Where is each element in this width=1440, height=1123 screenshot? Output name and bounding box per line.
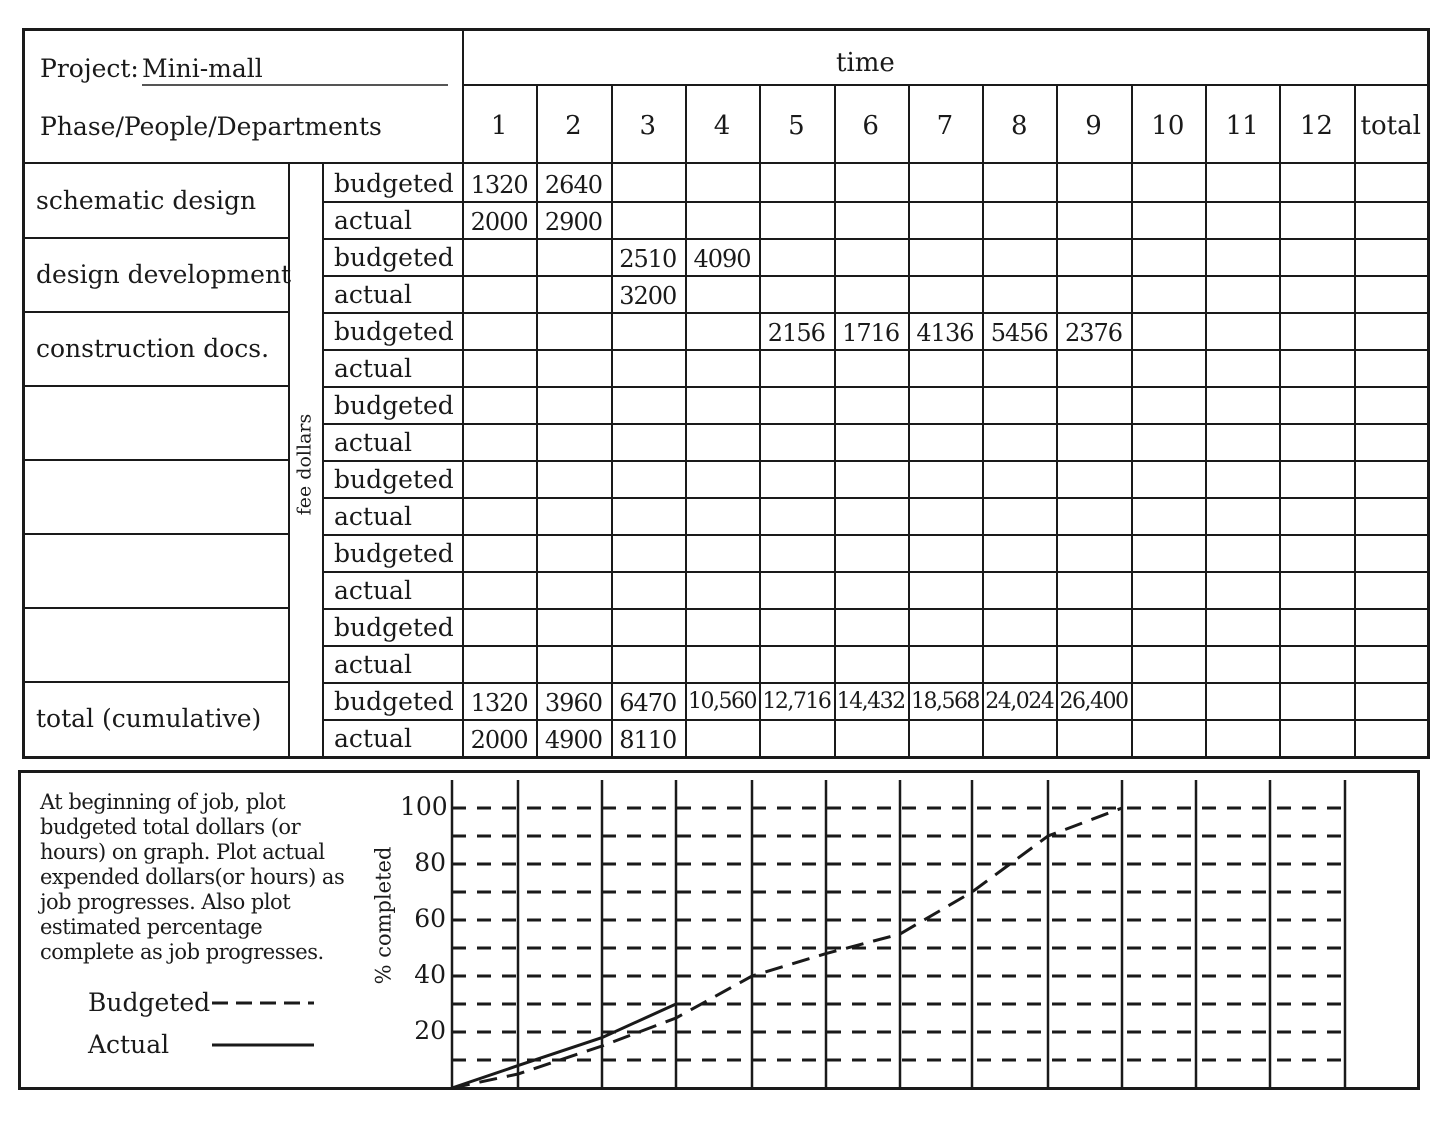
column-header-2: 2 (565, 111, 582, 141)
column-header-4: 4 (713, 111, 731, 141)
cell-value: 14,432 (836, 689, 905, 714)
column-header-12: 12 (1299, 111, 1333, 141)
cell-value: 4136 (916, 319, 974, 347)
cell-value: 12,716 (762, 689, 831, 714)
column-header-8: 8 (1010, 111, 1028, 141)
row-label-budgeted: budgeted (334, 317, 454, 346)
time-header: time (836, 48, 895, 78)
row-label-actual: actual (334, 428, 412, 457)
legend-actual-label: Actual (88, 1030, 170, 1059)
y-tick-label: 20 (414, 1016, 446, 1045)
phase-label[interactable]: design development (36, 260, 292, 289)
cell-value: 4900 (544, 726, 602, 754)
row-label-actual: actual (334, 354, 412, 383)
row-label-actual: actual (334, 650, 412, 679)
y-tick-label: 60 (414, 904, 446, 933)
column-header-10: 10 (1151, 111, 1185, 141)
row-label-budgeted: budgeted (334, 243, 454, 272)
cell-value: 6470 (619, 689, 677, 717)
column-header-5: 5 (788, 111, 805, 141)
project-label: Project: (40, 54, 139, 83)
column-header-total: total (1360, 111, 1421, 141)
column-header-9: 9 (1085, 111, 1102, 141)
cell-value: 1320 (470, 689, 528, 717)
cell-value: 26,400 (1059, 689, 1128, 714)
cell-value: 3960 (544, 689, 602, 717)
row-label-actual: actual (334, 206, 412, 235)
cell-value: 24,024 (985, 689, 1054, 714)
cell-value: 1716 (842, 319, 900, 347)
cell-value: 4090 (693, 245, 751, 273)
project-name: Mini-mall (142, 54, 263, 83)
phase-people-departments-header: Phase/People/Departments (40, 112, 382, 141)
cell-value: 5456 (990, 319, 1048, 347)
actual-series-line (452, 1004, 676, 1088)
column-header-3: 3 (639, 111, 657, 141)
instructions-text: At beginning of job, plot budgeted total dollars (or hours) on graph. Plot actual expended dollars(or hours) as job progresses. Also plot estimated percentage complete as job progresses. (40, 790, 345, 964)
column-header-6: 6 (862, 111, 879, 141)
fee-dollars-label: fee dollars (293, 413, 316, 516)
column-header-11: 11 (1225, 111, 1259, 141)
cell-value: 8110 (619, 726, 677, 754)
row-label-actual: actual (334, 724, 412, 753)
row-label-budgeted: budgeted (334, 465, 454, 494)
y-tick-label: 100 (400, 792, 448, 821)
cell-value: 2156 (767, 319, 825, 347)
cell-value: 2510 (619, 245, 677, 273)
row-label-actual: actual (334, 576, 412, 605)
cell-value: 2000 (470, 208, 528, 236)
cell-value: 18,568 (910, 689, 979, 714)
row-label-actual: actual (334, 280, 412, 309)
y-axis-label: % completed (371, 846, 396, 985)
row-label-budgeted: budgeted (334, 613, 454, 642)
row-label-budgeted: budgeted (334, 391, 454, 420)
cell-value: 1320 (470, 171, 528, 199)
phase-label[interactable]: schematic design (36, 186, 257, 215)
y-tick-label: 80 (414, 848, 446, 877)
row-label-actual: actual (334, 502, 412, 531)
row-label-budgeted: budgeted (334, 169, 454, 198)
row-label-budgeted: budgeted (334, 687, 454, 716)
cell-value: 2000 (470, 726, 528, 754)
cell-value: 3200 (619, 282, 677, 310)
row-label-budgeted: budgeted (334, 539, 454, 568)
column-header-7: 7 (936, 111, 954, 141)
legend-budgeted-label: Budgeted (88, 988, 211, 1017)
column-header-1: 1 (490, 111, 508, 141)
cell-value: 10,560 (688, 689, 757, 714)
phase-label[interactable]: construction docs. (36, 334, 270, 363)
cell-value: 2376 (1065, 319, 1123, 347)
cell-value: 2640 (544, 171, 602, 199)
phase-label[interactable]: total (cumulative) (36, 704, 262, 733)
cell-value: 2900 (544, 208, 602, 236)
y-tick-label: 40 (414, 960, 446, 989)
